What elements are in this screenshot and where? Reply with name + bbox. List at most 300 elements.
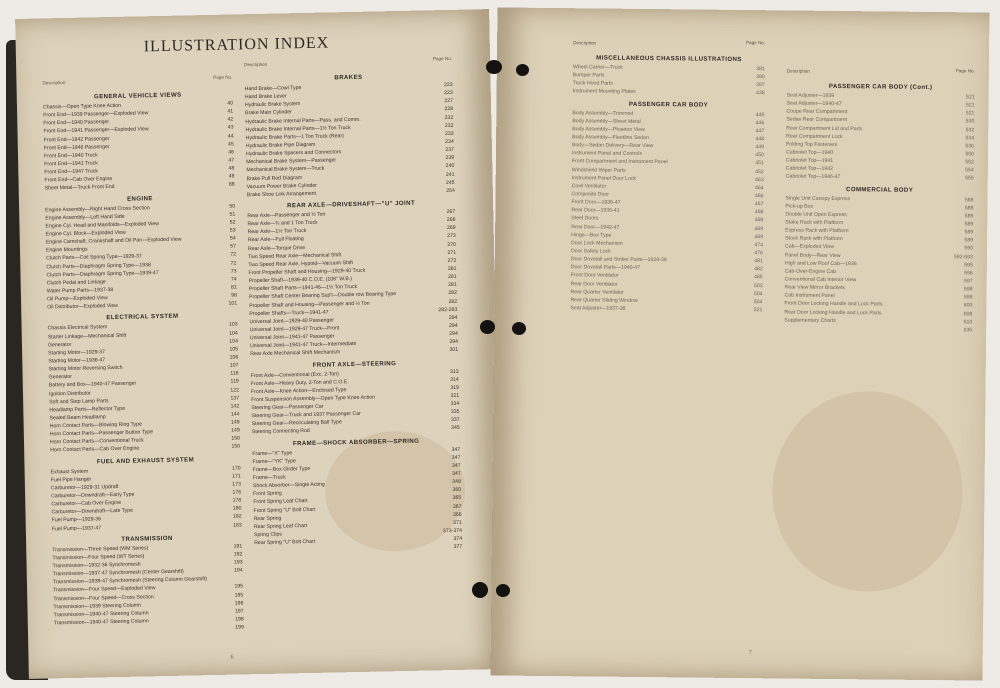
entry-page-number: 234 bbox=[445, 138, 454, 146]
entry-description: Front Door—1936-47 bbox=[571, 199, 621, 206]
entry-page-number: 223 bbox=[443, 81, 453, 89]
entry-page-number: 337 bbox=[450, 417, 460, 424]
entry-page-number: 122 bbox=[230, 386, 240, 394]
entry-page-number: 271 bbox=[447, 249, 457, 256]
entry-page-number: 54 bbox=[229, 235, 236, 242]
entry-page-number: 239 bbox=[445, 155, 455, 162]
entry-page-number: 173 bbox=[232, 481, 241, 488]
entry-description: Engine Assembly—Left Hand Side bbox=[45, 213, 125, 222]
entry-page-number: 51 bbox=[229, 211, 236, 218]
entry-page-number: 294 bbox=[448, 322, 458, 329]
entry-page-number: 182 bbox=[232, 513, 242, 521]
section-heading: GENERAL VEHICLE VIEWS bbox=[93, 91, 182, 101]
entry-page-number: 149 bbox=[231, 427, 240, 434]
entry-page-number: 301 bbox=[449, 347, 459, 354]
entry-description: Rear Door—1942-47 bbox=[571, 223, 620, 231]
entry-page-number: 447 bbox=[755, 127, 765, 135]
entry-page-number: 360 bbox=[452, 487, 462, 494]
entry-description: Rear Axle—Passenger and ½ Ton bbox=[247, 211, 326, 220]
entry-description: Engine Mountings bbox=[45, 246, 88, 254]
binding-hole bbox=[516, 64, 529, 76]
index-column-4 bbox=[784, 66, 975, 334]
entry-page-number: 481 bbox=[754, 258, 763, 265]
entry-description: Chassis—Open Type Knee Action bbox=[42, 102, 122, 111]
entry-description: Front Suspension Assembly—Open Type Knee Action bbox=[251, 394, 376, 404]
page-stain bbox=[771, 390, 963, 592]
entry-description: Propeller Shaft and Housing—Passenger and ½ Ton bbox=[249, 300, 370, 309]
entry-description: Front End—Cab Over Engine bbox=[44, 176, 113, 184]
page-number-left: 6 bbox=[230, 654, 234, 661]
entry-page-number: 368 bbox=[452, 511, 462, 518]
entry-page-number: 554 bbox=[965, 167, 974, 174]
binding-hole bbox=[496, 584, 510, 597]
entry-page-number: 191 bbox=[233, 543, 243, 550]
entry-description: Propeller Shaft—1939-40 C.O.E. (108" W.B.) bbox=[248, 276, 353, 285]
entry-page-number: 463 bbox=[755, 176, 764, 183]
entry-page-number: 381 bbox=[756, 66, 765, 73]
entry-description: Universal Joint—1929-40 Passenger bbox=[249, 317, 335, 325]
index-entry bbox=[570, 304, 762, 314]
entry-description: Steering Connecting Rod bbox=[251, 428, 310, 436]
entry-page-number: 49 bbox=[228, 173, 235, 180]
entry-page-number: 438 bbox=[755, 90, 765, 97]
entry-description: Engine Assembly—Right Hand Cross Section bbox=[45, 204, 150, 213]
entry-description: Transmission—Four Speed—Cross Section bbox=[53, 593, 154, 602]
entry-description: Front End—1941 Passenger—Exploded View bbox=[43, 126, 149, 135]
entry-page-number: 314 bbox=[450, 376, 459, 383]
entry-description: Chassis Electrical System bbox=[47, 324, 108, 332]
column-header: Description Page No. bbox=[786, 68, 975, 74]
entry-description: Body Assembly—Phaeton View bbox=[572, 126, 645, 133]
entry-description: Front Axle—Conventional (Exc. 2-Ton) bbox=[250, 370, 339, 379]
entry-description: Coupe Rear Compartment bbox=[786, 108, 848, 116]
entry-page-number: 390 bbox=[756, 74, 765, 81]
entry-description: Starting Motor Reversing Switch bbox=[48, 364, 123, 373]
entry-description: Rear Spring Leaf Chart bbox=[253, 522, 308, 531]
entry-page-number: 450 bbox=[755, 152, 765, 159]
section-heading: FRONT AXLE—STEERING bbox=[312, 359, 397, 369]
entry-description: Horn Contact Parts—Passenger Button Type bbox=[49, 429, 154, 438]
column-header: Description Page No. bbox=[42, 74, 233, 86]
entry-page-number: 588 bbox=[964, 205, 974, 212]
entry-page-number: 536 bbox=[965, 143, 975, 150]
entry-description: Steering Gear—Passenger Car bbox=[251, 403, 324, 412]
entry-description: Cabriolet Top—1940 bbox=[785, 149, 834, 156]
entry-description: Fuel Pump—1929-36 bbox=[51, 516, 102, 524]
entry-page-number: 195 bbox=[234, 583, 244, 591]
entry-description: Cowl Ventilator bbox=[571, 183, 607, 190]
entry-page-number: 106 bbox=[229, 354, 239, 361]
binding-hole bbox=[512, 322, 526, 335]
entry-description: Seat Adjuster—1940-47 bbox=[786, 100, 842, 108]
entry-description: Horn Contact Parts—Blowing Ring Type bbox=[49, 421, 142, 430]
entry-page-number: 46 bbox=[228, 149, 235, 156]
section-heading: BRAKES bbox=[334, 73, 363, 82]
entry-description: Carburetor—1929-31 Updraft bbox=[50, 483, 119, 492]
entry-description: Instrument Mounting Plates bbox=[572, 88, 636, 96]
entry-description: Mechanical Brake System—Passenger bbox=[246, 157, 337, 166]
entry-page-number: 74 bbox=[230, 276, 237, 283]
entry-description: Oil Distributor—Exploded View bbox=[47, 303, 119, 311]
entry-page-number: 592-593 bbox=[953, 253, 973, 260]
section-heading: ELECTRICAL SYSTEM bbox=[106, 313, 179, 322]
entry-page-number: 227 bbox=[444, 98, 454, 105]
entry-description: Front Propeller Shaft and Housing—1929-40 Truck bbox=[248, 267, 366, 277]
entry-page-number: 176 bbox=[232, 489, 242, 496]
entry-description: Composite Door bbox=[571, 191, 610, 198]
entry-description: Rear Spring bbox=[253, 515, 282, 522]
entry-description: Hydraulic Brake System bbox=[244, 101, 301, 109]
entry-description: Door Dovetail Parts—1940-47 bbox=[570, 264, 641, 272]
entry-page-number: 272 bbox=[447, 257, 457, 264]
entry-description: Front End—1941 Truck bbox=[44, 160, 98, 168]
index-column-1 bbox=[42, 74, 244, 635]
entry-description: Propeller Shaft Parts—1941-46—1½ Ton Truck bbox=[248, 284, 358, 293]
entry-page-number: 589 bbox=[964, 213, 974, 220]
index-entry bbox=[784, 324, 972, 334]
entry-page-number: 445 bbox=[755, 111, 765, 118]
entry-page-number: 374 bbox=[453, 535, 463, 543]
entry-description: Instrument Panel Door Lock bbox=[571, 174, 637, 182]
entry-page-number: 282-283 bbox=[438, 306, 458, 313]
entry-description: Clutch Pedal and Linkage bbox=[46, 279, 106, 287]
entry-description: Rear Quarter Sliding Window bbox=[570, 297, 638, 304]
entry-page-number: 474 bbox=[754, 241, 764, 249]
entry-description: Brake Main Cylinder bbox=[245, 109, 292, 117]
entry-page-number: 282 bbox=[448, 298, 458, 305]
entry-page-number: 589 bbox=[964, 229, 974, 236]
entry-description: High and Low Roof Cab—1936 bbox=[784, 260, 857, 267]
entry-page-number: 466 bbox=[754, 193, 764, 200]
entry-page-number: 268 bbox=[446, 216, 456, 224]
entry-page-number: 40 bbox=[227, 100, 234, 107]
entry-page-number: 72 bbox=[230, 259, 237, 267]
entry-page-number: 347 bbox=[452, 470, 461, 478]
entry-page-number: 53 bbox=[229, 227, 236, 234]
entry-page-number: 448 bbox=[755, 136, 765, 143]
entry-description: Hydraulic Brake Internal Parts—Pass. and Comm. bbox=[245, 116, 361, 125]
entry-page-number: 449 bbox=[755, 144, 765, 151]
entry-page-number: 600 bbox=[963, 302, 973, 309]
entry-description: Hand Brake—Cowl Type bbox=[244, 85, 302, 93]
entry-description: Front Spring "U" Bolt Chart bbox=[253, 506, 316, 514]
entry-description: Transmission—Four Speed—Exploded View bbox=[53, 585, 156, 594]
section-heading: FRAME—SHOCK ABSORBER—SPRING bbox=[292, 437, 420, 447]
entry-page-number: 468 bbox=[754, 209, 764, 216]
entry-description: Carburetor—Downdraft—Early Type bbox=[51, 491, 135, 500]
entry-page-number: 119 bbox=[230, 378, 239, 385]
entry-page-number: 240 bbox=[445, 163, 455, 170]
section-heading: REAR AXLE—DRIVESHAFT—"U" JOINT bbox=[287, 199, 416, 210]
entry-description: Body Assembly—Fleetline Sedan bbox=[572, 134, 649, 142]
entry-description: Ignition Distributor bbox=[48, 390, 91, 397]
entry-page-number: 228 bbox=[444, 106, 454, 113]
entry-description: Rear Axle Mechanical Shift Mechanism bbox=[250, 349, 341, 358]
entry-page-number: 599 bbox=[963, 294, 973, 301]
entry-description: Fuel Pipe Hanger bbox=[50, 476, 92, 484]
entry-page-number: 464 bbox=[754, 184, 764, 192]
entry-page-number: 103 bbox=[228, 321, 238, 328]
entry-page-number: 199 bbox=[235, 624, 244, 631]
page-number-right: 7 bbox=[748, 650, 752, 657]
entry-page-number: 521 bbox=[965, 102, 975, 109]
entry-page-number: 52 bbox=[229, 219, 236, 226]
entry-page-number: 48 bbox=[228, 165, 235, 172]
entry-description: Engine Cyl. Block—Exploded View bbox=[45, 229, 126, 238]
entry-page-number: 313 bbox=[449, 368, 459, 375]
entry-page-number: 45 bbox=[227, 141, 234, 148]
entry-page-number: 367 bbox=[452, 503, 462, 510]
entry-page-number: 534 bbox=[965, 135, 975, 142]
entry-description: Hydraulic Brake Spacers and Connectors bbox=[245, 149, 342, 158]
entry-page-number: 504 bbox=[753, 298, 763, 306]
entry-page-number: 42 bbox=[227, 116, 234, 123]
entry-description: Rear Axle—Torque Drive bbox=[247, 244, 306, 252]
entry-page-number: 294 bbox=[448, 314, 458, 321]
left-page bbox=[15, 9, 503, 679]
page-title: ILLUSTRATION INDEX bbox=[143, 34, 330, 56]
entry-page-number: 192 bbox=[233, 551, 243, 558]
entry-page-number: 504 bbox=[753, 290, 763, 297]
entry-page-number: 196 bbox=[234, 600, 244, 607]
column-header: Description Page No. bbox=[244, 55, 453, 68]
entry-page-number: 371 bbox=[453, 519, 462, 526]
entry-page-number: 270 bbox=[447, 241, 457, 248]
entry-description: Exhaust System bbox=[50, 468, 89, 476]
entry-description: Seat Adjuster—1937-38 bbox=[570, 305, 626, 312]
entry-description: Two Speed Rear Axle, Hypoid—Vacuum Shift bbox=[248, 259, 353, 269]
binding-hole bbox=[480, 320, 495, 334]
entry-page-number: 57 bbox=[230, 243, 237, 250]
entry-description: Clutch Parts—Diaphragm Spring Type—1939-47 bbox=[46, 269, 159, 279]
entry-description: Express Rack with Platform bbox=[785, 227, 849, 235]
entry-description: Cab Instrument Panel bbox=[784, 292, 835, 300]
entry-page-number: 98 bbox=[231, 292, 238, 299]
entry-description: Rear Axle—¾ and 1 Ton Truck bbox=[247, 219, 318, 228]
entry-page-number: 241 bbox=[445, 171, 455, 178]
entry-page-number: 245 bbox=[445, 179, 455, 186]
entry-page-number: 532 bbox=[965, 126, 975, 134]
entry-page-number: 232 bbox=[444, 114, 454, 121]
entry-description: Cab—Exploded View bbox=[784, 243, 834, 251]
entry-page-number: 197 bbox=[234, 608, 244, 615]
binding-hole bbox=[486, 60, 502, 74]
entry-page-number: 281 bbox=[448, 282, 457, 289]
entry-page-number: 273 bbox=[447, 233, 456, 240]
entry-page-number: 555 bbox=[965, 175, 974, 182]
entry-description: Rear Door Ventilator bbox=[570, 280, 618, 288]
entry-page-number: 347 bbox=[451, 454, 461, 461]
entry-description: Sealed Beam Headlamp bbox=[49, 414, 106, 422]
index-entry bbox=[573, 88, 765, 98]
entry-description: Front End—1947 Truck bbox=[44, 168, 99, 176]
entry-description: Front Axle—Knee Action—Enclosed Type bbox=[250, 386, 347, 395]
index-entry bbox=[786, 173, 974, 183]
entry-page-number: 521 bbox=[965, 94, 975, 101]
entry-page-number: 170 bbox=[231, 465, 241, 472]
index-column-3 bbox=[570, 38, 765, 314]
entry-description: Hinge—Box Type bbox=[571, 231, 612, 239]
entry-page-number: 503 bbox=[753, 282, 763, 289]
entry-description: Universal Joint—1941-47 Passenger bbox=[249, 333, 335, 342]
entry-description: Spring Clips bbox=[253, 531, 283, 539]
entry-page-number: 195 bbox=[234, 591, 244, 599]
entry-page-number: 104 bbox=[229, 338, 238, 345]
entry-description: Bumper Parts bbox=[572, 72, 605, 79]
entry-description: Cab-Over-Engine Cab bbox=[784, 268, 837, 275]
entry-description: Stake Rack with Platform bbox=[785, 219, 844, 227]
entry-page-number: 101 bbox=[228, 300, 238, 307]
entry-page-number: 347 bbox=[451, 446, 461, 453]
entry-description: Instrument Panel and Controls bbox=[571, 150, 643, 158]
entry-page-number: 348 bbox=[452, 478, 461, 486]
entry-description: Cabriolet Top—1946-47 bbox=[785, 173, 841, 181]
entry-page-number: 267 bbox=[446, 208, 456, 216]
entry-page-number: 589 bbox=[964, 237, 974, 244]
entry-description: Starter Linkage—Mechanical Shift bbox=[47, 332, 127, 340]
entry-description: Rear Compartment Lid and Parts bbox=[786, 125, 863, 132]
entry-page-number: 88 bbox=[228, 181, 235, 189]
entry-description: Rear Door—1936-41 bbox=[571, 207, 620, 214]
entry-description: Frame—Box Girder Type bbox=[252, 465, 311, 474]
entry-description: Rear Spring "U" Bolt Chart bbox=[254, 539, 316, 547]
entry-page-number: 468 bbox=[754, 217, 764, 224]
entry-description: Door Dovetail and Striker Parts—1929-39 bbox=[570, 256, 667, 264]
entry-description: Generator bbox=[48, 374, 73, 381]
entry-page-number: 345 bbox=[451, 425, 460, 432]
entry-description: Front End—1939 Passenger—Exploded View bbox=[43, 110, 149, 119]
entry-page-number: 482 bbox=[754, 266, 763, 273]
entry-description: Sheet Metal—Truck Front End bbox=[44, 184, 115, 192]
entry-description: Horn Contact Parts—Conventional Truck bbox=[49, 437, 144, 446]
entry-page-number: 44 bbox=[227, 133, 234, 140]
entry-page-number: 319 bbox=[450, 384, 460, 391]
entry-description: Starting Motor—1929-37 bbox=[48, 349, 106, 357]
section-heading: COMMERCIAL BODY bbox=[845, 185, 914, 194]
entry-description: Body—Sedan Delivery—Rear View bbox=[572, 142, 654, 150]
entry-description: Clutch Parts—Coil Spring Type—1929-37 bbox=[46, 253, 142, 262]
entry-page-number: 116 bbox=[230, 370, 239, 377]
entry-description: Transmission—1939 Steering Column bbox=[53, 602, 141, 611]
entry-page-number: 589 bbox=[964, 221, 974, 228]
entry-description: Double Unit Open Express bbox=[785, 211, 847, 218]
entry-page-number: 294 bbox=[449, 330, 458, 338]
entry-description: Brake Pull Rod Diagram bbox=[246, 174, 303, 182]
entry-description: Transmission—1939-47 Synchromesh (Steering Column Gearshift) bbox=[52, 576, 208, 586]
entry-description: Steel Doors bbox=[571, 215, 599, 222]
entry-description: Seat Adjuster—1939 bbox=[786, 92, 835, 99]
entry-page-number: 72 bbox=[230, 251, 237, 258]
entry-page-number: 635 bbox=[963, 327, 973, 334]
entry-description: Engine Cyl. Head and Manifolds—Exploded View bbox=[45, 220, 160, 230]
entry-description: Front End—1940 Passenger bbox=[43, 119, 110, 127]
entry-description: Steering Gear—Recirculating Ball Type bbox=[251, 419, 342, 428]
entry-description: Rear Axle—1½ Ton Truck bbox=[247, 228, 307, 236]
entry-page-number: 47 bbox=[228, 157, 235, 164]
entry-description: Mechanical Brake System—Truck bbox=[246, 166, 325, 174]
entry-page-number: 104 bbox=[229, 329, 238, 337]
entry-description: Rear Axle—Full Floating bbox=[247, 236, 304, 244]
entry-page-number: 597 bbox=[963, 278, 973, 285]
entry-description: Starting Motor—1936-47 bbox=[48, 357, 106, 365]
entry-page-number: 373-374 bbox=[442, 527, 463, 535]
entry-description: Door Safety Lock bbox=[570, 248, 611, 255]
entry-page-number: 41 bbox=[227, 108, 234, 115]
entry-page-number: 476 bbox=[754, 250, 763, 257]
section-heading: TRANSMISSION bbox=[121, 534, 173, 543]
entry-description: Sedan Rear Compartment bbox=[786, 116, 847, 124]
entry-description: Front End—1946 Passenger bbox=[43, 143, 110, 152]
entry-page-number: 142 bbox=[230, 403, 240, 410]
entry-page-number: 321 bbox=[450, 392, 460, 399]
entry-description: Engine Camshaft, Crankshaft and Oil Pan—Exploded View bbox=[45, 236, 182, 246]
entry-page-number: 335 bbox=[450, 409, 460, 416]
entry-description: Hydraulic Brake Pipe Diagram bbox=[245, 141, 316, 150]
entry-description: Door Lock Mechanism bbox=[571, 240, 623, 247]
entry-page-number: 469 bbox=[754, 233, 764, 240]
entry-description: Truck Hood Parts bbox=[572, 80, 613, 87]
entry-description: Frame—"X" Type bbox=[252, 449, 293, 457]
entry-page-number: 137 bbox=[230, 395, 240, 402]
entry-page-number: 598 bbox=[963, 286, 973, 293]
entry-description: Transmission—1940-47 Steering Column bbox=[53, 618, 149, 627]
entry-description: Conventional Cab Interior View bbox=[784, 276, 857, 284]
entry-page-number: 521 bbox=[965, 110, 975, 117]
entry-page-number: 552 bbox=[965, 159, 974, 166]
binding-hole bbox=[472, 582, 488, 598]
entry-page-number: 107 bbox=[229, 362, 239, 369]
entry-page-number: 198 bbox=[235, 616, 244, 623]
index-column-2 bbox=[244, 56, 462, 556]
entry-description: Hydraulic Brake Internal Parts—1½ Ton Truck bbox=[245, 124, 351, 133]
entry-page-number: 180 bbox=[232, 505, 242, 512]
section-heading: ENGINE bbox=[126, 194, 153, 203]
entry-page-number: 233 bbox=[444, 130, 454, 137]
entry-page-number: 43 bbox=[227, 124, 234, 132]
entry-description: Body Assembly—Sheet Metal bbox=[572, 117, 641, 125]
entry-page-number: 446 bbox=[755, 119, 765, 126]
entry-page-number: 365 bbox=[452, 495, 462, 502]
entry-page-number: 144 bbox=[230, 411, 240, 418]
entry-page-number: 232 bbox=[444, 122, 454, 129]
entry-description: Cabriolet Top—1942 bbox=[785, 165, 834, 173]
entry-description: Folding Top Fasteners bbox=[786, 141, 838, 148]
section-heading: PASSENGER CAR BODY (Cont.) bbox=[828, 82, 933, 92]
entry-description: Rear Compartment Lock bbox=[786, 133, 843, 140]
entry-page-number: 194 bbox=[234, 567, 243, 574]
entry-description: Two Speed Rear Axle—Mechanical Shift bbox=[248, 251, 342, 260]
entry-description: Panel Body—Rear View bbox=[784, 251, 841, 259]
column-header: Description Page No. bbox=[573, 40, 766, 46]
entry-description: Rear View Mirror Brackets bbox=[784, 284, 846, 292]
entry-description: Cabriolet Top—1941 bbox=[785, 157, 834, 165]
entry-page-number: 397 bbox=[756, 82, 765, 89]
entry-page-number: 171 bbox=[232, 473, 241, 480]
entry-page-number: 590 bbox=[964, 245, 974, 252]
entry-description: Transmission—1937-47 Synchromesh (Center Gearshift) bbox=[52, 568, 184, 578]
entry-description: Front Compartment and Instrument Panel bbox=[571, 158, 668, 166]
entry-page-number: 183 bbox=[233, 522, 242, 529]
entry-page-number: 485 bbox=[754, 274, 763, 281]
entry-page-number: 281 bbox=[447, 273, 457, 281]
entry-description: Steering Gear—Truck and 1937 Passenger Car bbox=[251, 411, 361, 420]
entry-page-number: 452 bbox=[755, 168, 764, 175]
entry-description: Carburetor—Downdraft—Late Type bbox=[51, 508, 134, 516]
entry-page-number: 469 bbox=[754, 225, 764, 232]
entry-page-number: 521 bbox=[753, 307, 763, 314]
entry-description: Body Assembly—Trimmed bbox=[572, 109, 634, 117]
entry-page-number: 50 bbox=[229, 203, 236, 210]
